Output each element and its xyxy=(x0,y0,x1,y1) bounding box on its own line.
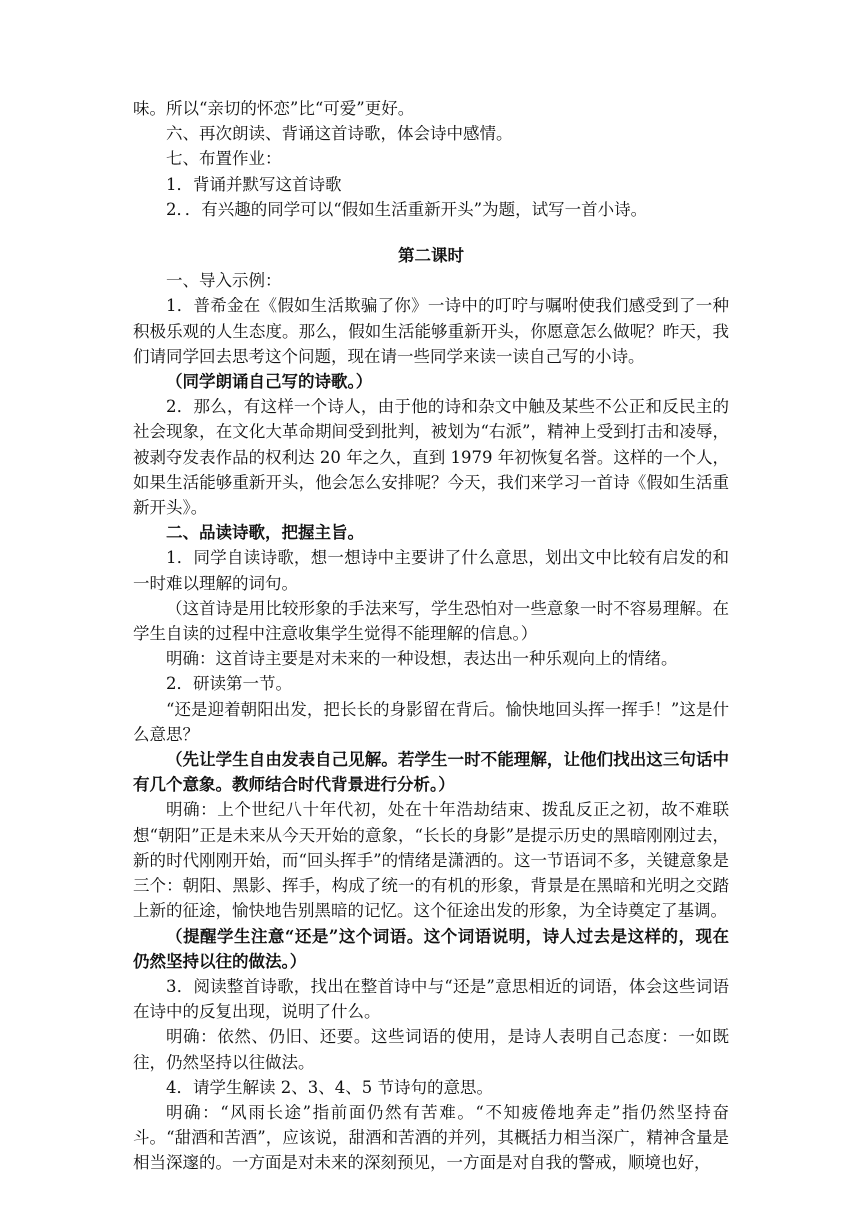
lesson-2-title: 第二课时 xyxy=(398,246,464,266)
paragraph-s4: 4．请学生解读 2、3、4、5 节诗句的意思。 xyxy=(166,1077,493,1097)
paragraph-intro-1-note: （同学朗诵自己写的诗歌。） xyxy=(166,372,373,392)
paragraph-continuation: 味。所以“亲切的怀恋”比“可爱”更好。 xyxy=(133,99,415,118)
paragraph-s2-note-2: （提醒学生注意“还是”这个词语。这个词语说明，诗人过去是这样的，现在仍然坚持以往的做法。） xyxy=(133,926,729,971)
paragraph-s2-answer: 明确：上个世纪八十年代初，处在十年浩劫结束、拨乱反正之初，故不难联想“朝阳”正是未来从今天开始的意象，“长长的身影”是提示历史的黑暗刚刚过去，新的时代刚刚开始，而“回头挥手”的情绪是潇洒的。这一节语词不多，关键意象是三个：朝阳、黑影、挥手，构成了统一的有机的形象，背景是在黑暗和光明之交踏上新的征途，愉快地告别黑暗的记忆。这个征途出发的形象，为全诗奠定了基调。 xyxy=(133,800,729,921)
document-page xyxy=(133,96,729,1176)
paragraph-step-6: 六、再次朗读、背诵这首诗歌，体会诗中感情。 xyxy=(166,124,513,144)
paragraph-s2: 2．研读第一节。 xyxy=(166,674,292,694)
paragraph-s3: 3．阅读整首诗歌，找出在整首诗中与“还是”意思相近的词语，体会这些词语在诗中的反复出现，说明了什么。 xyxy=(133,976,729,1022)
paragraph-s2-note: （先让学生自由发表自己见解。若学生一时不能理解，让他们找出这三句话中有几个意象。教师结合时代背景进行分析。） xyxy=(133,750,729,795)
paragraph-s1-answer: 明确：这首诗主要是对未来的一种设想，表达出一种乐观向上的情绪。 xyxy=(166,649,678,669)
paragraph-s4-answer: 明确：“风雨长途”指前面仍然有苦难。“不知疲倦地奔走”指仍然坚持奋斗。“甜酒和苦酒”，应该说，甜酒和苦酒的并列，其概括力相当深广，精神含量是相当深邃的。一方面是对未来的深刻预见，一方面是对自我的警戒，顺境也好， xyxy=(133,1102,729,1173)
paragraph-s2-quote: “还是迎着朝阳出发，把长长的身影留在背后。愉快地回头挥一挥手！”这是什么意思？ xyxy=(133,699,729,744)
paragraph-step-7: 七、布置作业： xyxy=(166,149,282,169)
paragraph-intro-1: 1．普希金在《假如生活欺骗了你》一诗中的叮咛与嘱咐使我们感受到了一种积极乐观的人生态度。那么，假如生活能够重新开头，你愿意怎么做呢？昨天，我们请同学回去思考这个问题，现在请一些同学来读一读自己写的小诗。 xyxy=(133,296,729,366)
paragraph-s3-answer: 明确：依然、仍旧、还要。这些词语的使用，是诗人表明自己态度：一如既往，仍然坚持以往做法。 xyxy=(133,1027,729,1072)
section-2-heading: 二、品读诗歌，把握主旨。 xyxy=(166,523,364,543)
paragraph-intro-2: 2．那么，有这样一个诗人，由于他的诗和杂文中触及某些不公正和反民主的社会现象，在文化大革命期间受到批判，被划为“右派”，精神上受到打击和凌辱，被剥夺发表作品的权利达 20 年之久，直到 1979 年初恢复名誉。这样的一个人，如果生活能够重新开头，他会怎么安排呢？今天，我们来学习一首诗《假如生活重新开头》。 xyxy=(133,397,729,518)
paragraph-s1-note: （这首诗是用比较形象的手法来写，学生恐怕对一些意象一时不容易理解。在学生自读的过程中注意收集学生觉得不能理解的信息。） xyxy=(133,598,729,644)
paragraph-homework-2: 2．．有兴趣的同学可以“假如生活重新开头”为题，试写一首小诗。 xyxy=(166,199,648,219)
paragraph-s1: 1．同学自读诗歌，想一想诗中主要讲了什么意思，划出文中比较有启发的和一时难以理解的词句。 xyxy=(133,548,729,593)
paragraph-homework-1: 1．背诵并默写这首诗歌 xyxy=(166,174,342,194)
section-intro-heading: 一、导入示例： xyxy=(166,271,282,291)
